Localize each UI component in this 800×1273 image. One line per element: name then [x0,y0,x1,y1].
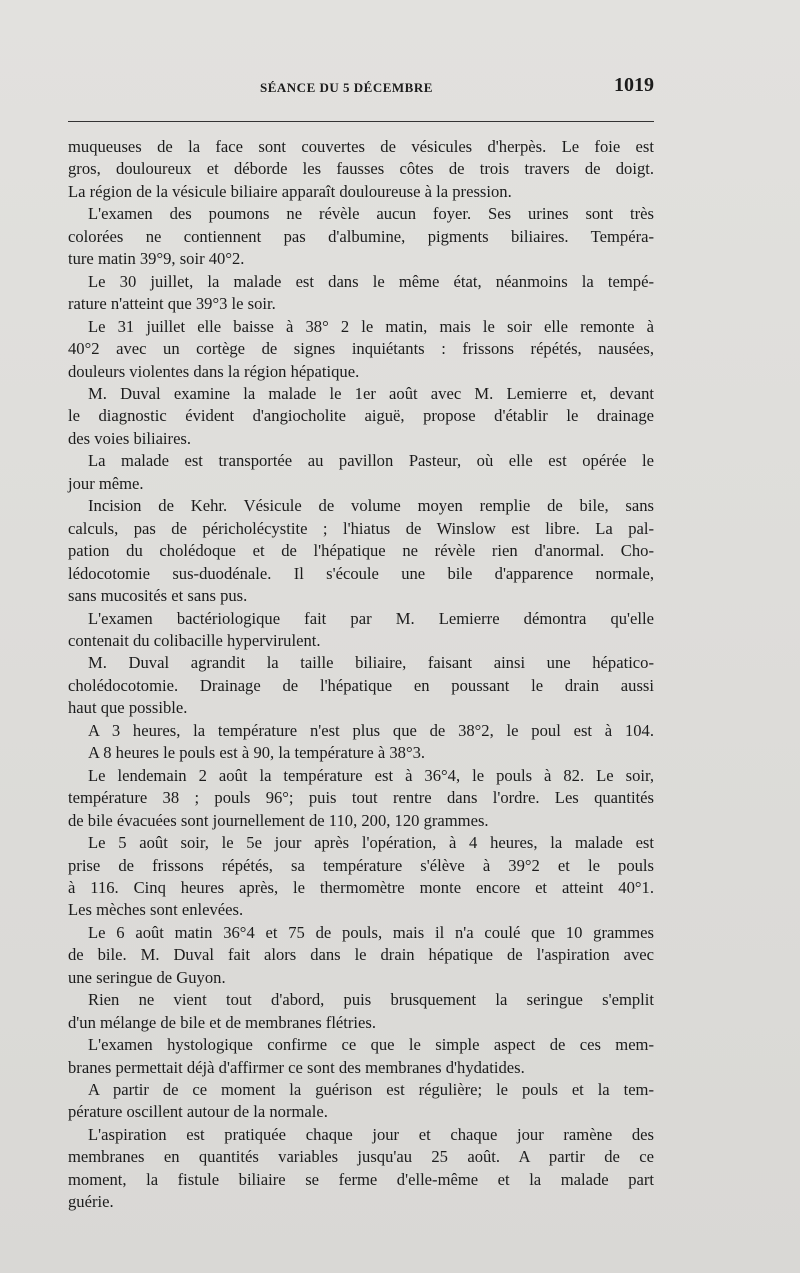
text-line: Le lendemain 2 août la température est à 36°4, le pouls à 82. Le soir, [88,765,654,785]
text-line: Le 31 juillet elle baisse à 38° 2 le matin, mais le soir elle remonte à [88,316,654,336]
text-line: pation du cholédoque et de l'hépatique ne révèle rien d'anormal. Cho- [68,541,654,561]
text-line: contenait du colibacille hypervirulent. [68,630,321,650]
text-line: jour même. [68,473,144,493]
text-line: douleurs violentes dans la région hépatique. [68,361,360,381]
header-rule [68,121,654,122]
text-line: moment, la fistule biliaire se ferme d'elle-même et la malade part [68,1169,654,1189]
body-text [68,136,654,1214]
text-line: Les mèches sont enlevées. [68,900,244,920]
text-line: rature n'atteint que 39°3 le soir. [68,294,276,314]
page-number: 1019 [614,74,654,96]
text-line: A 8 heures le pouls est à 90, la température à 38°3. [88,743,426,763]
text-line: haut que possible. [68,698,188,718]
text-line: A partir de ce moment la guérison est régulière; le pouls et la tem- [88,1080,654,1100]
text-line: Le 6 août matin 36°4 et 75 de pouls, mais il n'a coulé que 10 grammes [88,922,654,942]
text-line: L'aspiration est pratiquée chaque jour et chaque jour ramène des [88,1124,654,1144]
text-line: M. Duval agrandit la taille biliaire, faisant ainsi une hépatico- [88,653,654,673]
text-line: La région de la vésicule biliaire apparaît douloureuse à la pression. [68,181,512,201]
text-line: membranes en quantités variables jusqu'au 25 août. A partir de ce [68,1147,654,1167]
text-line: guérie. [68,1192,114,1212]
text-line: Le 5 août soir, le 5e jour après l'opération, à 4 heures, la malade est [88,833,654,853]
text-line: ture matin 39°9, soir 40°2. [68,249,245,269]
text-line: température 38 ; pouls 96°; puis tout rentre dans l'ordre. Les quantités [68,788,654,808]
text-line: gros, douloureux et déborde les fausses côtes de trois travers de doigt. [68,159,654,179]
text-line: de bile évacuées sont journellement de 110, 200, 120 grammes. [68,810,489,830]
text-line: L'examen bactériologique fait par M. Lemierre démontra qu'elle [88,608,654,628]
page-header [68,74,658,104]
text-line: colorées ne contiennent pas d'albumine, pigments biliaires. Tempéra- [68,226,654,246]
running-head: SÉANCE DU 5 DÉCEMBRE [260,80,433,95]
text-line: des voies biliaires. [68,428,192,448]
text-line: à 116. Cinq heures après, le thermomètre monte encore et atteint 40°1. [68,877,654,897]
text-line: sans mucosités et sans pus. [68,586,248,606]
text-line: de bile. M. Duval fait alors dans le drain hépatique de l'aspiration avec [68,945,654,965]
text-line: Incision de Kehr. Vésicule de volume moyen remplie de bile, sans [88,496,654,516]
text-line: prise de frissons répétés, sa température s'élève à 39°2 et le pouls [68,855,654,875]
text-line: d'un mélange de bile et de membranes flétries. [68,1012,377,1032]
text-line: L'examen des poumons ne révèle aucun foyer. Ses urines sont très [88,204,654,224]
text-line: le diagnostic évident d'angiocholite aiguë, propose d'établir le drainage [68,406,654,426]
text-line: branes permettait déjà d'affirmer ce sont des membranes d'hydatides. [68,1057,525,1077]
text-line: cholédocotomie. Drainage de l'hépatique en poussant le drain aussi [68,675,654,695]
text-line: M. Duval examine la malade le 1er août avec M. Lemierre et, devant [88,383,654,403]
text-line: calculs, pas de péricholécystite ; l'hiatus de Winslow est libre. La pal- [68,518,654,538]
text-line: muqueuses de la face sont couvertes de vésicules d'herpès. Le foie est [68,137,654,156]
text-line: Rien ne vient tout d'abord, puis brusquement la seringue s'emplit [88,990,654,1010]
text-line: Le 30 juillet, la malade est dans le même état, néanmoins la tempé- [88,271,654,291]
text-line: lédocotomie sus-duodénale. Il s'écoule une bile d'apparence normale, [68,563,654,583]
text-line: La malade est transportée au pavillon Pasteur, où elle est opérée le [88,451,654,471]
text-line: L'examen hystologique confirme ce que le simple aspect de ces mem- [88,1035,654,1055]
text-line: pérature oscillent autour de la normale. [68,1102,328,1122]
text-line: 40°2 avec un cortège de signes inquiétants : frissons répétés, nausées, [68,339,654,359]
text-line: une seringue de Guyon. [68,967,226,987]
text-line: A 3 heures, la température n'est plus que de 38°2, le poul est à 104. [88,720,654,740]
